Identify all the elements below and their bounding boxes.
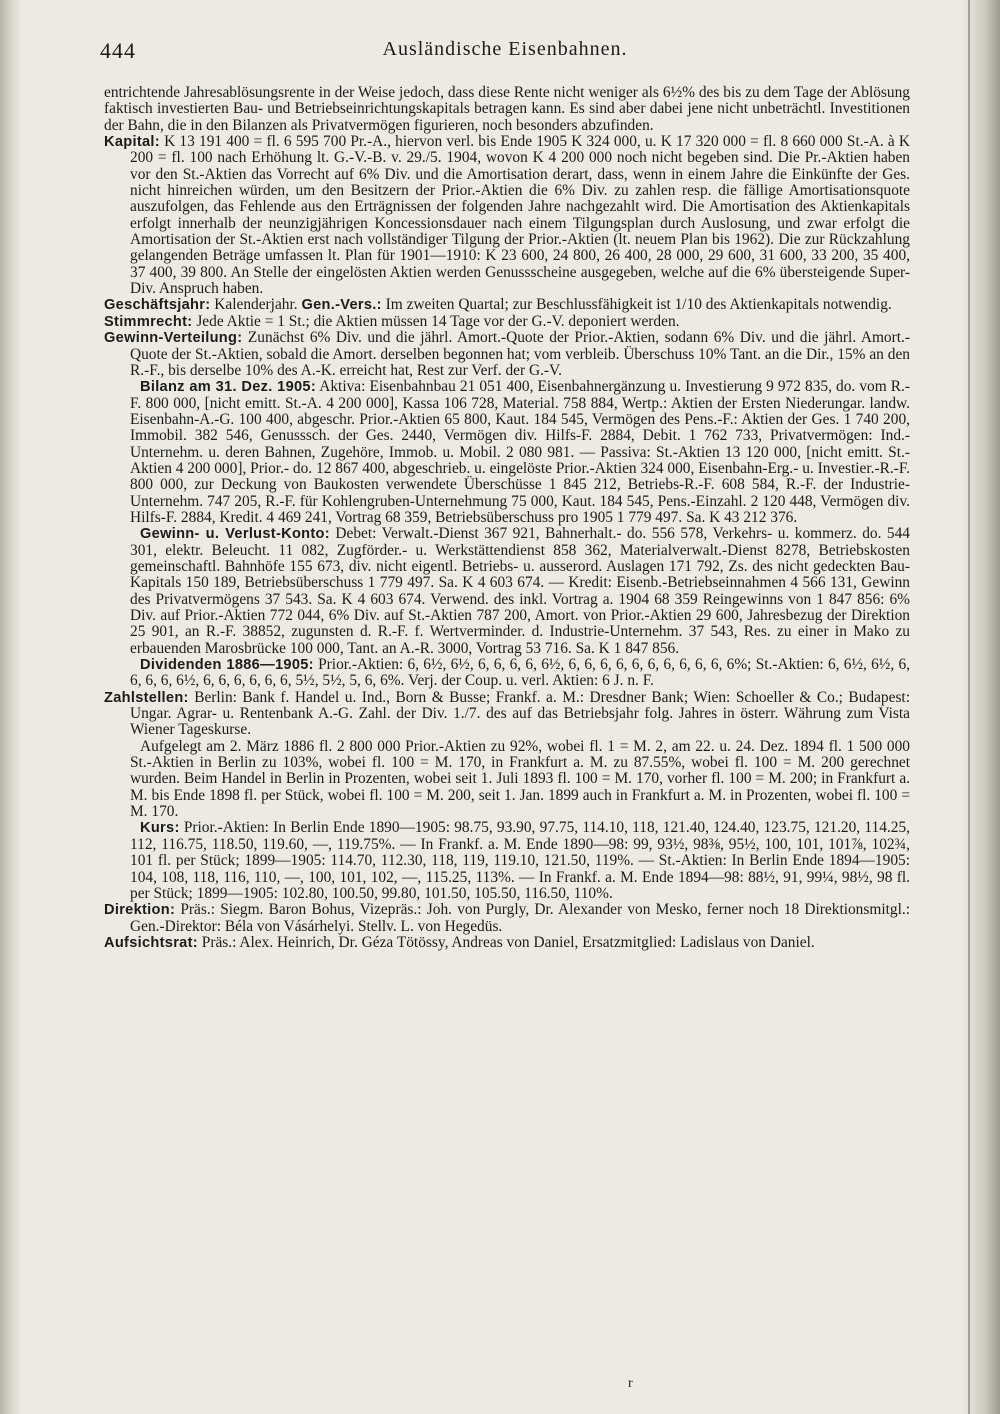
- section-label: Dividenden 1886—1905:: [140, 657, 314, 674]
- section-label: Direktion:: [104, 902, 176, 919]
- scan-left-edge: [0, 0, 22, 1414]
- paragraph: [104, 657, 910, 690]
- paragraph: [104, 330, 910, 379]
- paragraph: [104, 379, 910, 526]
- page-header: [100, 38, 910, 68]
- footer-mark: r: [628, 1376, 633, 1391]
- section-label: Bilanz am 31. Dez. 1905:: [140, 379, 316, 396]
- scan-gutter-line: [968, 0, 970, 1414]
- paragraph-text: K 13 191 400 = fl. 6 595 700 Pr.-A., hiervon verl. bis Ende 1905 K 324 000, u. K 17 320 000 = fl. 8 660 000 St.-A. à K 200 = fl. 100 nach Erhöhung lt. G.-V.-B. v. 29./5. 1904, wovon K 4 200 000 noch nicht begeben sind. Die Pr.-Aktien haben vor den St.-Aktien das Vorrecht auf 6% Div. und die Amortisation derart, dass, wenn in einem Jahre die Einkünfte der Ges. nicht hinreichen würden, um den Besitzern der Prior.-Aktien die 6% Div. zu zahlen resp. die fällige Amortisationsquote auszufolgen, das Fehlende aus den Erträgnissen der folgenden Jahre nachgezahlt wird. Die Amortisation des Aktienkapitals erfolgt innerhalb der neunzigjährigen Koncessionsdauer nach einem Tilgungsplan durch Auslosung, und zwar erfolgt die Amortisation der St.-Aktien erst nach vollständiger Tilgung der Prior.-Aktien (lt. neuem Plan bis 1962). Die zur Rückzahlung gelangenden Beträge umfassen lt. Plan für 1901—1910: K 23 600, 24 800, 26 400, 28 000, 29 600, 31 600, 33 200, 35 400, 37 400, 39 800. An Stelle der eingelösten Aktien werden Genussscheine ausgegeben, welche auf die 6% übersteigende Super-Div. Anspruch haben.: [130, 133, 910, 298]
- scan-right-edge: [960, 0, 1000, 1414]
- paragraph-text: Debet: Verwalt.-Dienst 367 921, Bahnerhalt.- do. 556 578, Verkehrs- u. kommerz. do. 544 301, elektr. Beleucht. 11 082, Zugförder.- u. Werkstättendienst 858 362, Materialverwalt.-Dienst 8278, Betriebskosten gemeinschaftl. Bahnhöfe 155 673, div. nicht eigentl. Betriebs- u. ausserord. Auslagen 171 792, Zs. des nicht gedeckten Bau-Kapitals 150 189, Betriebsüberschuss 1 779 497. Sa. K 4 603 674. — Kredit: Eisenb.-Betriebseinnahmen 4 566 131, Gewinn des Privatvermögens 37 543. Sa. K 4 603 674. Verwend. des inkl. Vortrag a. 1904 68 359 Reingewinns von 1 847 856: 6% Div. auf Prior.-Aktien 772 044, 6% Div. auf St.-Aktien 787 200, Amort. von Prior.-Aktien 29 600, Jahresbezug der Direktion 25 901, an R.-F. 38852, zugunsten d. R.-F. f. Wertverminder. d. Industrie-Unternehm. 37 543, Res. zu einer in Mako zu erbauenden Marosbrücke 100 000, Tant. an A.-R. 3000, Vortrag 53 716. Sa. K 1 847 856.: [130, 525, 910, 657]
- page-number: 444: [100, 38, 136, 63]
- paragraph-text: Präs.: Siegm. Baron Bohus, Vizepräs.: Joh. von Purgly, Dr. Alexander von Mesko, ferner noch 18 Direktionsmitgl.: Gen.-Direktor: Béla von Vásárhelyi. Stellv. L. von Hegedüs.: [130, 901, 910, 935]
- paragraph: [104, 297, 910, 313]
- paragraph-text: Berlin: Bank f. Handel u. Ind., Born & Busse; Frankf. a. M.: Dresdner Bank; Wien: Schoeller & Co.; Budapest: Ungar. Agrar- u. Rentenbank A.-G. Zahl. der Div. 1./7. des auf das Betriebsjahr folg. Jahres in österr. Währung zum Vista Wiener Tageskurse.: [130, 688, 910, 739]
- paragraph-text: Prior.-Aktien: In Berlin Ende 1890—1905: 98.75, 93.90, 97.75, 114.10, 118, 121.40, 124.40, 123.75, 121.20, 114.25, 112, 116.75, 118.50, 119.60, —, 119.75%. — In Frankf. a. M. Ende 1890—98: 99, 93½, 98⅜, 95½, 100, 101, 101⅞, 102¾, 101 fl. per Stück; 1899—1905: 114.70, 112.30, 118, 119, 119.10, 121.50, 119%. — St.-Aktien: In Berlin Ende 1894—1905: 104, 108, 118, 116, 110, —, 100, 101, 102, —, 115.25, 113%. — In Frankf. a. M. Ende 1894—98: 88½, 91, 99¼, 98½, 98 fl. per Stück; 1899—1905: 102.80, 100.50, 99.80, 101.50, 105.50, 116.50, 110%.: [130, 819, 910, 902]
- paragraph-text: Präs.: Alex. Heinrich, Dr. Géza Tötössy, Andreas von Daniel, Ersatzmitglied: Ladislaus von Daniel.: [201, 933, 815, 951]
- paragraph-text: Jede Aktie = 1 St.; die Aktien müssen 14 Tage vor der G.-V. deponiert werden.: [196, 312, 680, 330]
- paragraph-text: Im zweiten Quartal; zur Beschlussfähigkeit ist 1/10 des Aktienkapitals notwendig.: [385, 296, 892, 314]
- paragraph-text: Zunächst 6% Div. und die jährl. Amort.-Quote der Prior.-Aktien, sodann 6% Div. und die jährl. Amort.-Quote der St.-Aktien, sobald die Amort. derselben begonnen hat; vom verbleib. Überschuss 10% Tant. an die Dir., 15% an den R.-F., bis derselbe 10% des A.-K. erreicht hat, Rest zur Verf. der G.-V.: [130, 329, 910, 379]
- running-title: Ausländische Eisenbahnen.: [382, 38, 628, 60]
- paragraph-text: Aktiva: Eisenbahnbau 21 051 400, Eisenbahnergänzung u. Investierung 9 972 835, do. vom R.-F. 800 000, [nicht emitt. St.-A. 4 200 000], Kassa 106 728, Material. 758 884, Wertp.: Aktien der Ersten Niederungar. landw. Eisenbahn-A.-G. 100 400, abgeschr. Prior.-Aktien 65 800, Kaut. 184 545, Vermögen des Pens.-F.: Aktien der Ges. 1 740 200, Immobil. 382 546, Genusssch. der Ges. 2440, Vermögen div. Hilfs-F. 2884, Debit. 1 762 733, Privatvermögen: Ind.-Unternehm. u. deren Bahnen, Zugehöre, Immob. u. Mobil. 2 080 981. — Passiva: St.-Aktien 13 120 000, [nicht emitt. St.-Aktien 4 200 000], Prior.- do. 12 867 400, abgeschrieb. u. eingelöste Prior.-Aktien 324 000, Eisenbahn-Erg.- u. Investier.-R.-F. 800 000, zur Deckung von Baukosten verwendete Überschüsse 1 845 212, Betriebs-R.-F. 608 584, R.-F. der Industrie-Unternehm. 747 205, R.-F. für Kohlengruben-Unternehmung 75 000, Kaut. 184 545, Pens.-Einzahl. 2 120 448, Vermögen div. Hilfs-F. 2884, Kredit. 4 469 241, Vortrag 68 359, Betriebsüberschuss pro 1905 1 779 497. Sa. K 43 212 376.: [130, 378, 911, 526]
- section-label: Gen.-Vers.:: [301, 297, 382, 314]
- paragraph-text: entrichtende Jahresablösungsrente in der Weise jedoch, dass diese Rente nicht weniger als 6½% des bis zu dem Tage der Ablösung faktisch investierten Bau- und Betriebseinrichtungskapitals betragen kann. Es sind aber dabei jene nicht unbeträchtl. Investitionen der Bahn, die in den Bilanzen als Privatvermögen figurieren, noch besonders abzufinden.: [104, 84, 910, 134]
- paragraph-text: Prior.-Aktien: 6, 6½, 6½, 6, 6, 6, 6, 6½, 6, 6, 6, 6, 6, 6, 6, 6, 6, 6, 6%; St.-Aktien: 6, 6½, 6½, 6, 6, 6, 6, 6½, 6, 6, 6, 6, 6, 6, 5½, 5½, 5, 6, 6%. Verj. der Coup. u. verl. Aktien: 6 J. n. F.: [130, 656, 910, 690]
- paragraph: [104, 314, 910, 330]
- paragraph-text: Kalenderjahr.: [214, 296, 298, 314]
- paragraph: [104, 935, 910, 951]
- section-label: Stimmrecht:: [104, 313, 193, 330]
- paragraph: [104, 526, 910, 657]
- paragraph: [104, 134, 910, 297]
- section-label: Zahlstellen:: [104, 689, 189, 706]
- section-label: Kurs:: [140, 820, 180, 837]
- paragraph: [104, 820, 910, 902]
- paragraph: [104, 85, 910, 134]
- paragraph: [104, 690, 910, 739]
- paragraph-text: Aufgelegt am 2. März 1886 fl. 2 800 000 Prior.-Aktien zu 92%, wobei fl. 1 = M. 2, am 22. u. 24. Dez. 1894 fl. 1 500 000 St.-Aktien in Berlin zu 103%, wobei fl. 100 = M. 170, in Frankfurt a. M. zu 87.55%, wobei fl. 100 = M. 200 gerechnet wurden. Beim Handel in Berlin in Prozenten, wobei seit 1. Juli 1893 fl. 100 = M. 170, vorher fl. 100 = M. 200; in Frankfurt a. M. bis Ende 1898 fl. per Stück, wobei fl. 100 = M. 200, seit 1. Jan. 1899 auch in Frankfurt a. M. in Prozenten, wobei fl. 100 = M. 170.: [130, 737, 910, 821]
- body-text: [104, 85, 910, 951]
- section-label: Gewinn- u. Verlust-Konto:: [140, 526, 330, 543]
- paragraph: [104, 739, 910, 821]
- section-label: Kapital:: [104, 134, 160, 151]
- section-label: Gewinn-Verteilung:: [104, 330, 243, 347]
- paragraph: [104, 902, 910, 935]
- section-label: Aufsichtsrat:: [104, 934, 198, 951]
- section-label: Geschäftsjahr:: [104, 297, 211, 314]
